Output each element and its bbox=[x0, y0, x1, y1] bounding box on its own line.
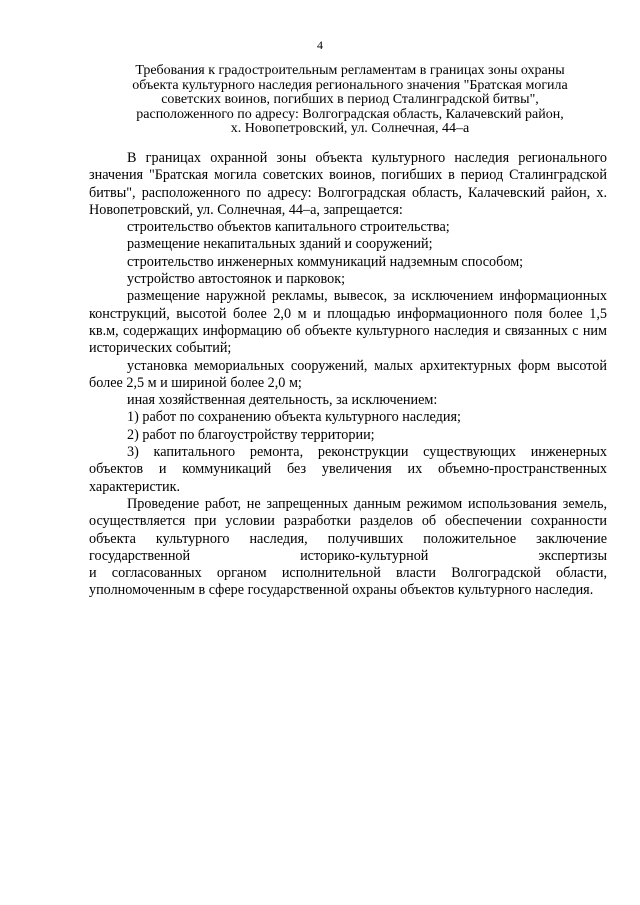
closing-paragraph bbox=[89, 496, 607, 600]
intro-paragraph: В границах охранной зоны объекта культурного наследия регионального значения "Братская могила советских воинов, погибших в период Сталинградской битвы", расположенного по адресу: Волгоградская область, Калачевский район, х. Новопетровский, ул. Солнечная, 44–а, запрещается: bbox=[89, 150, 607, 218]
prohibition-item: строительство объектов капитального строительства; bbox=[127, 219, 450, 236]
document-title bbox=[90, 64, 610, 137]
prohibition-item: установка мемориальных сооружений, малых архитектурных форм высотой более 2,5 м и шириной более 2,0 м; bbox=[89, 357, 607, 391]
document-body bbox=[89, 150, 607, 600]
prohibition-item: устройство автостоянок и парковок; bbox=[127, 271, 346, 288]
prohibition-item: размещение наружной рекламы, вывесок, за исключением информационных конструкций, высотой более 2,0 м и площадью информационного поля более 1,5 кв.м, содержащих информацию об объекте культурного наследия и связанных с ним исторических событий; bbox=[89, 288, 607, 357]
title-line: объекта культурного наследия регионального значения "Братская могила bbox=[132, 77, 568, 93]
prohibition-item: иная хозяйственная деятельность, за исключением: bbox=[127, 392, 438, 409]
prohibition-item: размещение некапитальных зданий и сооружений; bbox=[127, 236, 433, 253]
prohibition-item: строительство инженерных коммуникаций надземным способом; bbox=[127, 253, 524, 270]
exception-item: 2) работ по благоустройству территории; bbox=[127, 426, 375, 443]
title-line: Требования к градостроительным регламентам в границах зоны охраны bbox=[135, 63, 565, 78]
page-number: 4 bbox=[317, 38, 323, 52]
title-line: х. Новопетровский, ул. Солнечная, 44–а bbox=[230, 121, 470, 137]
exception-item: 3) капитального ремонта, реконструкции существующих инженерных объектов и коммуникаций без увеличения их объемно-пространственных характеристик. bbox=[89, 444, 607, 495]
title-line: советских воинов, погибших в период Сталинградской битвы", bbox=[161, 92, 539, 108]
closing-paragraph-part: и согласованных органом исполнительной власти Волгоградской области, уполномоченным в сфере государственной охраны объектов культурного наследия. bbox=[89, 565, 607, 599]
closing-paragraph-part: Проведение работ, не запрещенных данным режимом использования земель, осуществляется при условии разработки разделов об обеспечении сохранности объекта культурного наследия, получивших положительное заключение государственной историко-культурной экспертизы bbox=[89, 495, 607, 564]
exception-item: 1) работ по сохранению объекта культурного наследия; bbox=[127, 409, 461, 426]
title-line: расположенного по адресу: Волгоградская область, Калачевский район, bbox=[136, 106, 564, 122]
